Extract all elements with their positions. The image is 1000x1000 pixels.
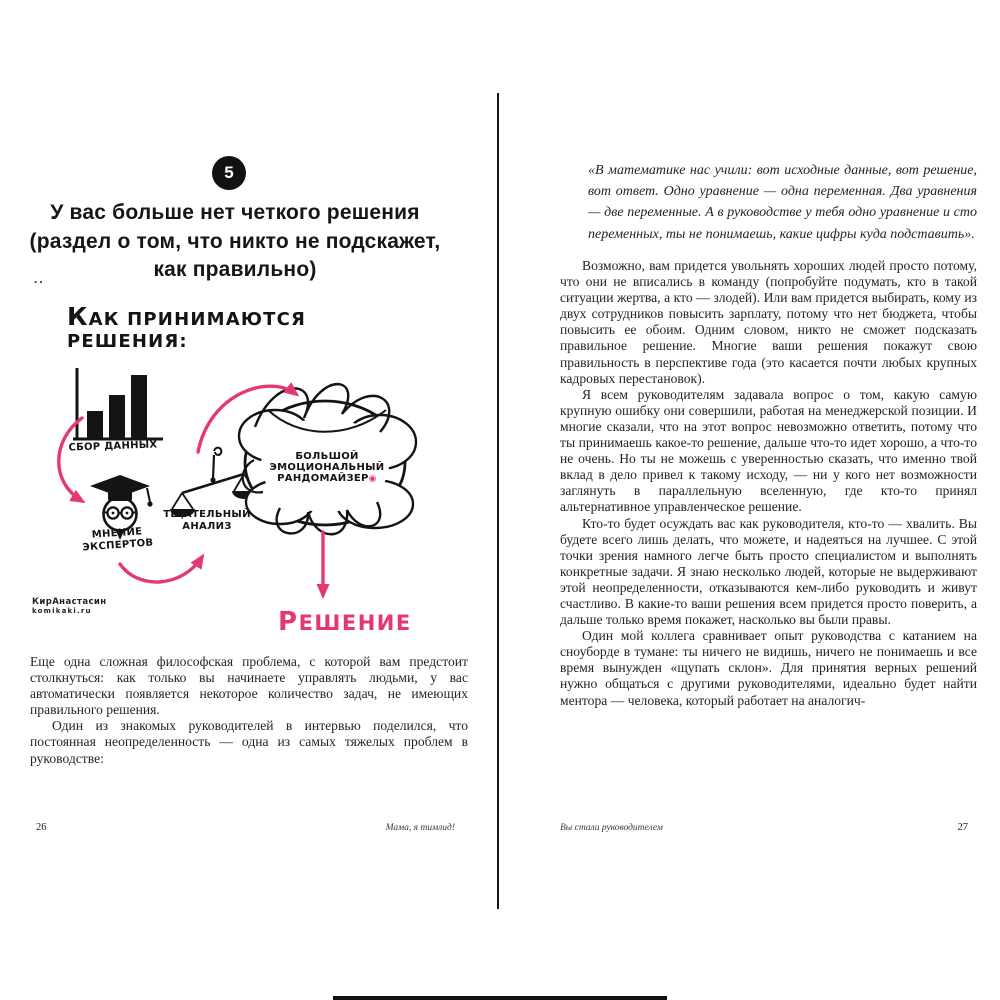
registered-mark-icon: ◉ xyxy=(368,474,377,484)
chapter-number-badge xyxy=(212,156,246,190)
chapter-heading-line1: У вас больше нет четкого решения xyxy=(50,201,420,224)
thorough-analysis-label xyxy=(163,509,251,532)
illustrator-signature xyxy=(32,597,152,615)
randomizer-word: РАНДОМАЙЗЕР xyxy=(277,473,369,484)
stray-mark: .. xyxy=(34,272,45,286)
illustration-title: КАК ПРИНИМАЮТСЯ РЕШЕНИЯ: xyxy=(67,302,307,352)
right-running-title: Вы стали руководителем xyxy=(560,823,663,833)
illustrator-site: komikaki.ru xyxy=(32,607,92,615)
bar-chart-icon xyxy=(73,368,163,439)
page-gutter-divider xyxy=(497,93,499,909)
randomizer-label xyxy=(267,451,387,485)
arrow-data-to-expert xyxy=(59,418,82,501)
paragraph: Возможно, вам придется увольнять хороших людей просто потому, что они не вписались в команду (попробуйте подумать, кто в такой ситуации жертва, а кто — злодей). Или вам придется выбирать, кому из двух сотрудников повысить зарплату, потому что нет бюджета, чтобы повысить ее обоим. Одним словом, никто не сможет подсказать правильное решение. Многие ваши решения покажут свою правильность в перспективе года (это касается почти любых крупных кадровых перестановок). xyxy=(560,258,977,386)
data-collection-label: СБОР ДАННЫХ xyxy=(68,439,158,454)
randomizer-line2: ЭМОЦИОНАЛЬНЫЙ xyxy=(269,462,385,473)
randomizer-line3 xyxy=(267,473,387,485)
thorough-analysis-line2: АНАЛИЗ xyxy=(182,520,232,532)
paragraph: Один из знакомых руководителей в интервью поделился, что постоянная неопределенность — одна из самых тяжелых проблем в руководстве: xyxy=(30,718,468,766)
randomizer-line1: БОЛЬШОЙ xyxy=(295,451,359,462)
right-page-body xyxy=(560,258,977,709)
left-page-body xyxy=(30,654,468,767)
decision-label: РЕШЕНИЕ xyxy=(278,607,412,637)
right-page-number: 27 xyxy=(957,822,968,833)
arrow-expert-to-analysis xyxy=(120,557,202,582)
paragraph: Я всем руководителям задавала вопрос о том, какую самую крупную ошибку они совершили, работая на менеджерской позиции. И многие сказали, что на этот вопрос невозможно ответить, потому что ты принимаешь какое-то решение, дальше что-то идет хорошо, а что-то не очень. Но ты не можешь с уверенностью сказать, что именно твой вклад в дело привел к такому исходу, — ни у кого нет возможности заглянуть в параллельную вселенную, где кто-то принял альтернативное управленческое решение. xyxy=(560,386,977,515)
left-running-title: Мама, я тимлид! xyxy=(385,823,455,833)
chapter-heading-line3: как правильно) xyxy=(153,258,317,281)
illustrator-name: КирАнастасин xyxy=(32,597,107,607)
thorough-analysis-line1: ТЩАТЕЛЬНЫЙ xyxy=(163,509,251,520)
chapter-heading-line2: (раздел о том, что никто не подскажет, xyxy=(29,229,441,253)
expert-opinion-line1: МНЕНИЕ xyxy=(91,526,143,541)
expert-opinion-line2: ЭКСПЕРТОВ xyxy=(82,537,154,553)
chapter-heading xyxy=(28,199,442,285)
book-bottom-edge xyxy=(333,996,667,1000)
paragraph: Кто-то будет осуждать вас как руководителя, кто-то — хвалить. Вы будете всего лишь делать, что можете, и надеяться на лучшее. С этой точки зрения намного легче быть просто специалистом и выполнять конкретные задачи. Я знаю несколько людей, которые не выдерживают этой неопределенности, отказываются кем-либо руководить и живут счастливо. В какие-то ваши решения всем придется просто поверить, а дальше только время покажет, насколько вы были правы. xyxy=(560,515,977,628)
paragraph: Один мой коллега сравнивает опыт руководства с катанием на сноуборде в тумане: ты ничего не видишь, ничего не понимаешь и все время вынужден «щупать склон». Для принятия верных решений нужно общаться с другими руководителями, идеально будет найти ментора — человека, который работает на аналогич- xyxy=(560,628,977,708)
quote-block: «В математике нас учили: вот исходные данные, вот решение, вот ответ. Одно уравнение — одна переменная. Два уравнения — две переменные. А в руководстве у тебя одно уравнение и сто переменных, ты не понимаешь, какие цифры куда подставить». xyxy=(588,163,977,242)
left-page-number: 26 xyxy=(36,822,47,833)
paragraph: Еще одна сложная философская проблема, с которой вам предстоит столкнуться: как только вы начинаете управлять людьми, у вас автоматически появляется некоторое количество задач, не имеющих правильного решения. xyxy=(30,654,468,718)
chapter-number: 5 xyxy=(224,163,234,182)
